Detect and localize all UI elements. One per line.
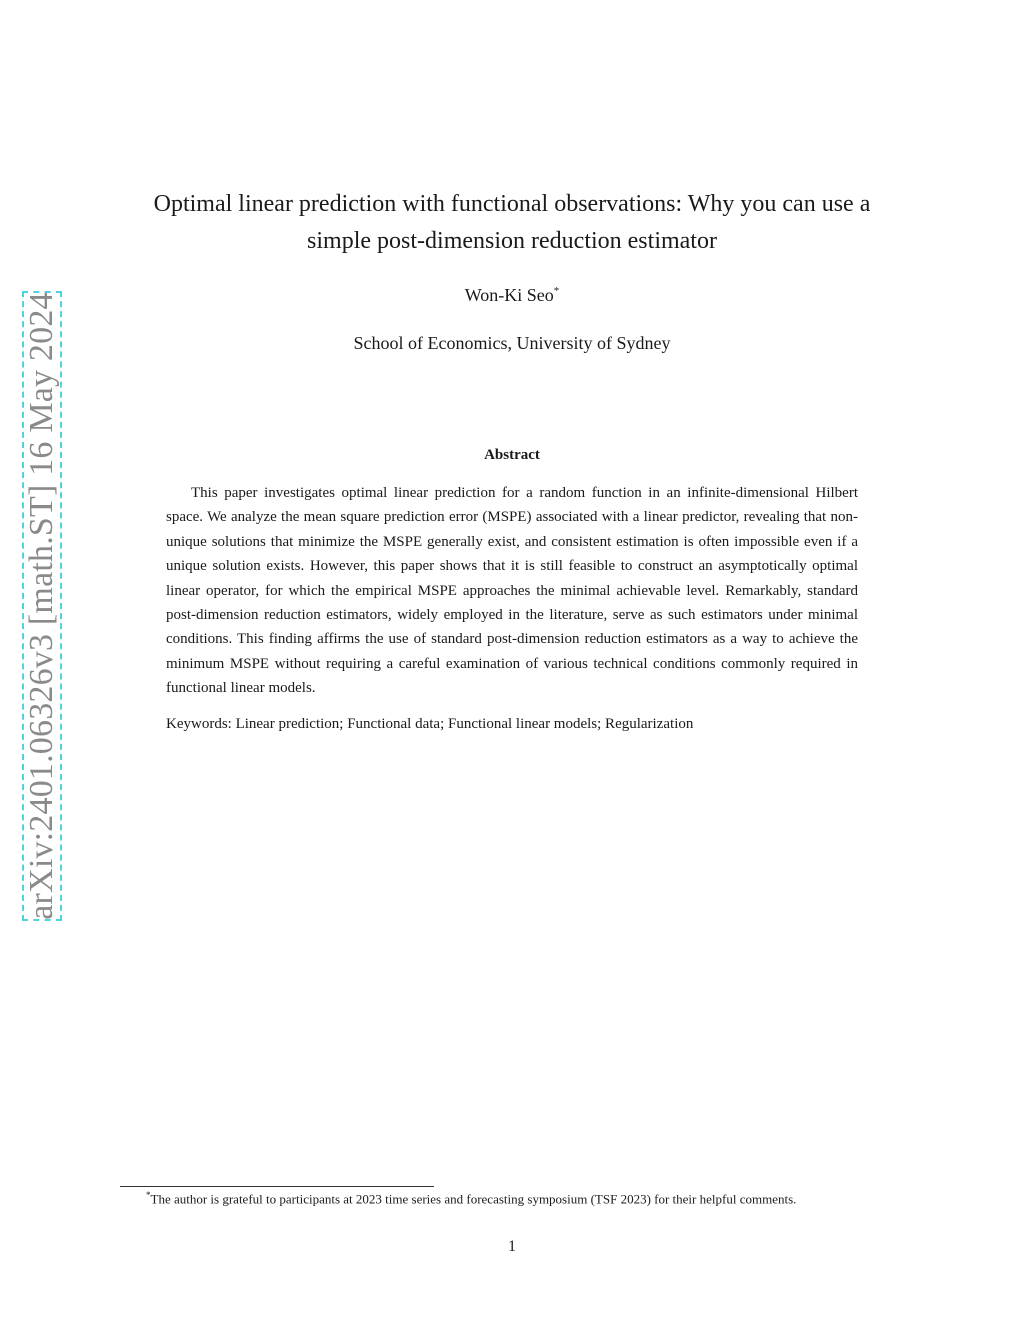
paper-title: Optimal linear prediction with functional observations: Why you can use a simple post-dimension reduction estimator (153, 191, 871, 254)
abstract-heading: Abstract (484, 447, 540, 463)
author-line (0, 285, 1024, 306)
footnote (146, 1190, 926, 1207)
arxiv-stamp (22, 291, 62, 921)
page-number: 1 (508, 1238, 516, 1255)
author-affiliation: School of Economics, University of Sydney (353, 333, 671, 353)
abstract-text: This paper investigates optimal linear prediction for a random function in an infinite-dimensional Hilbert space. We analyze the mean square prediction error (MSPE) associated with a linear predictor, revealing that non-unique solutions that minimize the MSPE generally exist, and consistent estimation is often impossible even if a unique solution exists. However, this paper shows that it is still feasible to construct an asymptotically optimal linear operator, for which the empirical MSPE approaches the minimal achievable level. Remarkably, standard post-dimension reduction estimators, widely employed in the literature, serve as such estimators under minimal conditions. This finding affirms the use of standard post-dimension reduction estimators as a way to achieve the minimum MSPE without requiring a careful examination of various technical conditions commonly required in functional linear models. (166, 485, 858, 697)
footnote-mark: * (146, 1190, 151, 1200)
footnote-divider (120, 1186, 434, 1187)
keywords: Keywords: Linear prediction; Functional data; Functional linear models; Regularization (166, 716, 694, 732)
author-name: Won-Ki Seo (464, 285, 554, 305)
footnote-text: The author is grateful to participants at 2023 time series and forecasting symposium (TSF 2023) for their helpful comments. (150, 1191, 797, 1207)
author-footnote-mark: * (553, 285, 560, 297)
arxiv-identifier: arXiv:2401.06326v3 [math.ST] 16 May 2024 (23, 292, 60, 920)
